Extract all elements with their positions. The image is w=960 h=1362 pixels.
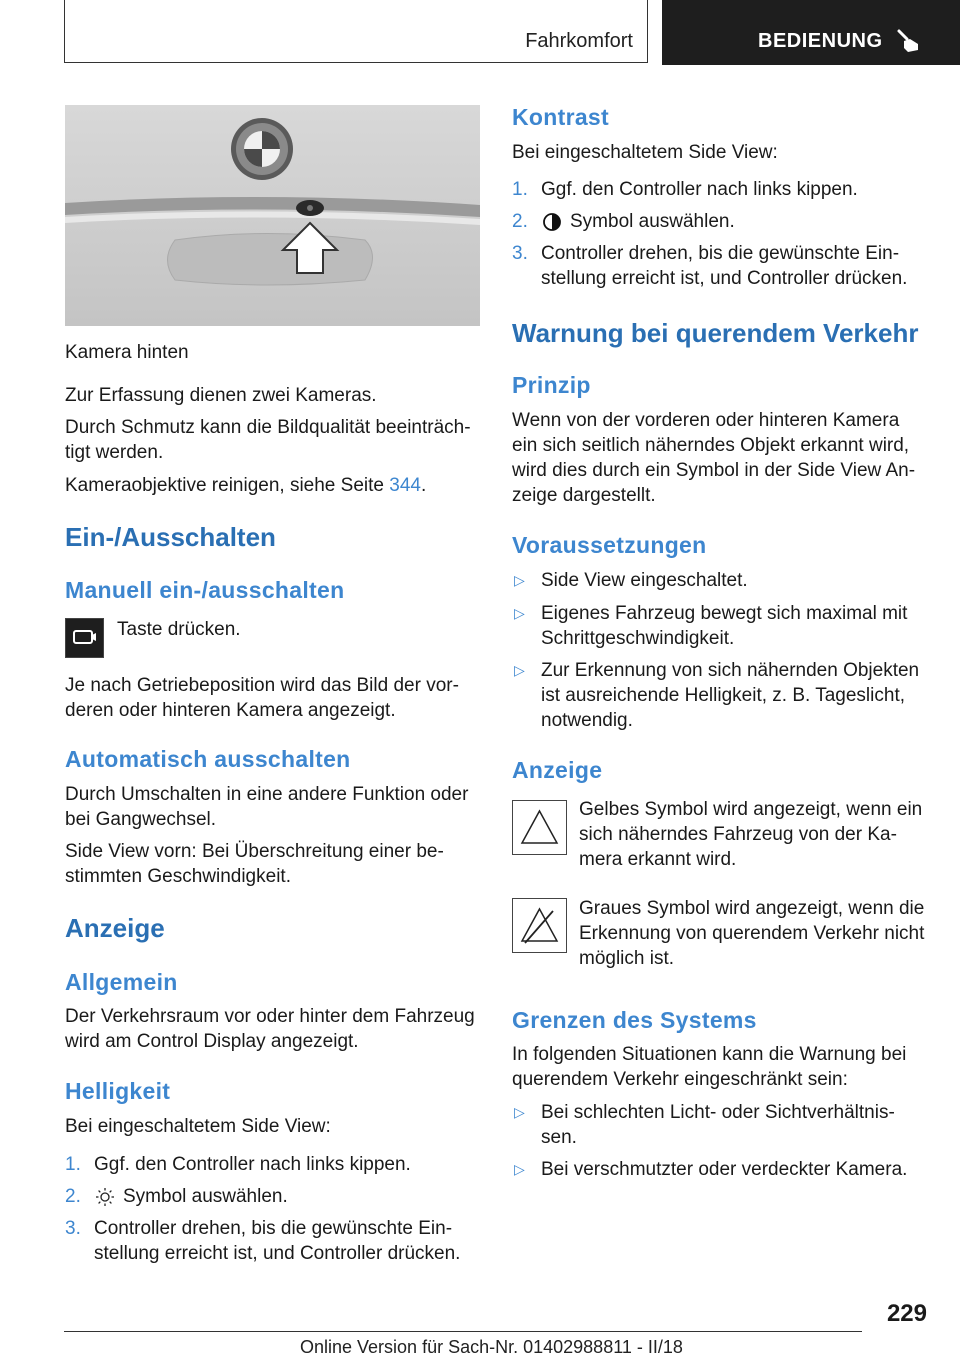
paragraph-line: tigt werden. (65, 442, 164, 463)
paragraph-line: In folgenden Situationen kann die Warnung bei (512, 1044, 907, 1065)
step-text: Symbol auswählen. (570, 211, 735, 232)
list-item (512, 568, 932, 593)
paragraph-line: mera erkannt wird. (579, 849, 737, 870)
list-item-text: notwendig. (541, 710, 633, 731)
triangle-right-icon: ▷ (514, 1161, 525, 1177)
triangle-right-icon: ▷ (514, 1104, 525, 1120)
list-item-text: ist ausreichende Helligkeit, z. B. Tageslicht, (541, 685, 905, 706)
page-number: 229 (886, 1300, 927, 1327)
page-link[interactable]: 344 (389, 475, 421, 496)
step-text: Controller drehen, bis die gewünschte Ein‐ (94, 1218, 453, 1239)
list-item-text: Eigenes Fahrzeug bewegt sich maximal mit (541, 603, 908, 624)
step-number: 1. (512, 179, 528, 200)
step-number: 3. (65, 1218, 81, 1239)
list-item-text: sen. (541, 1127, 577, 1148)
footer-online-version: Online Version für Sach-Nr. 01402988811 - II/18 (300, 1337, 683, 1357)
heading-manuell: Manuell ein-/ausschalten (65, 577, 345, 603)
triangle-right-icon: ▷ (514, 605, 525, 621)
paragraph-line: bei Gangwechsel. (65, 809, 217, 830)
step-text: stellung erreicht ist, und Controller drücken. (541, 268, 908, 289)
paragraph-line: Je nach Getriebeposition wird das Bild der vor‐ (65, 675, 459, 696)
step-item (65, 1184, 480, 1209)
step-number: 2. (512, 211, 528, 232)
cleaning-reference (65, 473, 426, 498)
camera-button-icon (65, 618, 104, 658)
reference-suffix: . (420, 475, 427, 496)
button-instruction: Taste drücken. (117, 619, 241, 640)
heading-helligkeit: Helligkeit (65, 1078, 171, 1104)
step-number: 1. (65, 1154, 81, 1175)
step-item (512, 209, 932, 234)
header-section-label: Fahrkomfort (525, 30, 633, 52)
heading-warnung-querverkehr: Warnung bei querendem Verkehr (512, 318, 919, 348)
contrast-icon (542, 212, 562, 232)
paragraph-line: stimmten Geschwindigkeit. (65, 866, 291, 887)
heading-anzeige: Anzeige (65, 913, 165, 943)
paragraph: Bei eingeschaltetem Side View: (65, 1116, 331, 1137)
list-item (512, 1157, 932, 1182)
header-chapter-label: BEDIENUNG (758, 30, 883, 52)
heading-allgemein: Allgemein (65, 969, 178, 995)
heading-kontrast: Kontrast (512, 104, 609, 130)
footer-divider (64, 1331, 862, 1332)
paragraph-line: Durch Umschalten in eine andere Funktion oder (65, 784, 469, 805)
step-number: 2. (65, 1186, 81, 1207)
step-text: Ggf. den Controller nach links kippen. (94, 1154, 411, 1175)
header-section-tab (64, 0, 648, 63)
paragraph-line: Gelbes Symbol wird angezeigt, wenn ein (579, 799, 923, 820)
sun-icon (95, 1187, 115, 1207)
step-text: stellung erreicht ist, und Controller drücken. (94, 1243, 461, 1264)
rear-camera-illustration (65, 105, 480, 326)
paragraph-line: wird dies durch ein Symbol in der Side View An‐ (512, 460, 916, 481)
warning-triangle-icon (512, 800, 567, 855)
paragraph: Bei eingeschaltetem Side View: (512, 142, 778, 163)
paragraph-line: Erkennung von querendem Verkehr nicht (579, 923, 925, 944)
paragraph: Zur Erfassung dienen zwei Kameras. (65, 385, 377, 406)
step-text: Ggf. den Controller nach links kippen. (541, 179, 858, 200)
heading-ein-ausschalten: Ein-/Ausschalten (65, 522, 276, 552)
paragraph-line: deren oder hinteren Kamera angezeigt. (65, 700, 396, 721)
list-item-text: Side View eingeschaltet. (541, 570, 748, 591)
triangle-right-icon: ▷ (514, 662, 525, 678)
step-item (65, 1216, 480, 1266)
paragraph-line: Wenn von der vorderen oder hinteren Kamera (512, 410, 900, 431)
step-item (65, 1152, 480, 1177)
step-text: Controller drehen, bis die gewünschte Ein‐ (541, 243, 900, 264)
list-item-text: Bei schlechten Licht- oder Sichtverhältnis‐ (541, 1102, 895, 1123)
heading-voraussetzungen: Voraussetzungen (512, 532, 707, 558)
hand-pointer-icon (896, 28, 922, 54)
heading-grenzen: Grenzen des Systems (512, 1007, 757, 1033)
list-item (512, 658, 932, 733)
rear-camera-photo (65, 105, 480, 326)
photo-caption: Kamera hinten (65, 342, 189, 363)
paragraph-line: querendem Verkehr eingeschränkt sein: (512, 1069, 848, 1090)
list-item-text: Bei verschmutzter oder verdeckter Kamera. (541, 1159, 908, 1180)
paragraph-line: Der Verkehrsraum vor oder hinter dem Fahrzeug (65, 1006, 475, 1027)
header-chapter-tab (662, 0, 960, 65)
reference-text: Kameraobjektive reinigen, siehe Seite (65, 475, 384, 496)
paragraph-line: Graues Symbol wird angezeigt, wenn die (579, 898, 925, 919)
heading-prinzip: Prinzip (512, 372, 591, 398)
step-item (512, 177, 932, 202)
paragraph-line: Side View vorn: Bei Überschreitung einer be‐ (65, 841, 444, 862)
step-text: Symbol auswählen. (123, 1186, 288, 1207)
paragraph-line: wird am Control Display angezeigt. (65, 1031, 359, 1052)
heading-anzeige-warnung: Anzeige (512, 757, 603, 783)
paragraph-line: ein sich seitlich näherndes Objekt erkannt wird, (512, 435, 910, 456)
list-item (512, 1100, 932, 1150)
step-item (512, 241, 932, 291)
paragraph-line: zeige dargestellt. (512, 485, 656, 506)
list-item-text: Zur Erkennung von sich nähernden Objekten (541, 660, 920, 681)
list-item (512, 601, 932, 651)
list-item-text: Schrittgeschwindigkeit. (541, 628, 735, 649)
paragraph-line: sich näherndes Fahrzeug von der Ka‐ (579, 824, 897, 845)
paragraph-line: möglich ist. (579, 948, 675, 969)
warning-triangle-crossed-icon (512, 898, 567, 953)
step-number: 3. (512, 243, 528, 264)
paragraph-line: Durch Schmutz kann die Bildqualität beeinträch‐ (65, 417, 471, 438)
triangle-right-icon: ▷ (514, 572, 525, 588)
heading-automatisch: Automatisch ausschalten (65, 746, 351, 772)
